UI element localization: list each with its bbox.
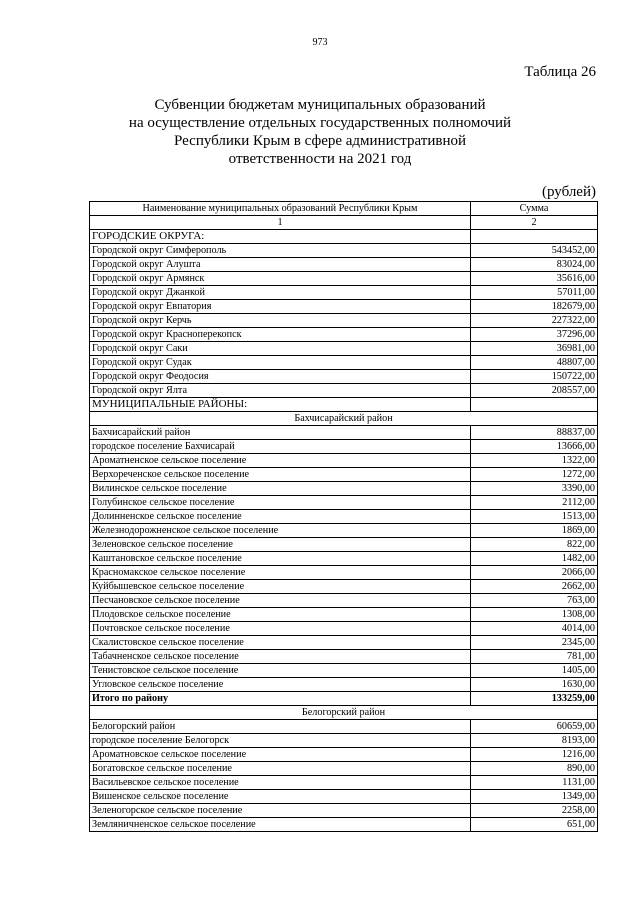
- municipality-name: Голубинское сельское поселение: [90, 496, 471, 510]
- municipality-name: Каштановское сельское поселение: [90, 552, 471, 566]
- header-sum: Сумма: [471, 202, 598, 216]
- district-heading-row: [90, 412, 598, 426]
- subvention-amount: 781,00: [471, 650, 598, 664]
- table-row: [90, 552, 598, 566]
- subvention-amount: 227322,00: [471, 314, 598, 328]
- subvention-amount: 1272,00: [471, 468, 598, 482]
- subvention-amount: 48807,00: [471, 356, 598, 370]
- subvention-amount: 543452,00: [471, 244, 598, 258]
- table-row: [90, 482, 598, 496]
- subvention-amount: 37296,00: [471, 328, 598, 342]
- district-heading: Белогорский район: [90, 706, 598, 720]
- municipality-name: Ароматненское сельское поселение: [90, 454, 471, 468]
- table-row: [90, 538, 598, 552]
- table-row: [90, 636, 598, 650]
- subvention-amount: 763,00: [471, 594, 598, 608]
- title-line: Субвенции бюджетам муниципальных образований: [154, 97, 486, 113]
- table-row: [90, 426, 598, 440]
- document-title: [60, 96, 580, 168]
- subvention-amount: 133259,00: [471, 692, 598, 706]
- table-header-row: [90, 202, 598, 216]
- subvention-amount: 1482,00: [471, 552, 598, 566]
- subvention-amount: 13666,00: [471, 440, 598, 454]
- municipality-name: городское поселение Бахчисарай: [90, 440, 471, 454]
- section-title: МУНИЦИПАЛЬНЫЕ РАЙОНЫ:: [90, 398, 471, 412]
- table-row: [90, 804, 598, 818]
- table-body: [90, 230, 598, 832]
- empty-cell: [471, 398, 598, 412]
- subvention-amount: 57011,00: [471, 286, 598, 300]
- table-row: [90, 286, 598, 300]
- municipality-name: Скалистовское сельское поселение: [90, 636, 471, 650]
- table-row: [90, 510, 598, 524]
- title-line: ответственности на 2021 год: [228, 151, 412, 167]
- municipality-name: Тенистовское сельское поселение: [90, 664, 471, 678]
- municipality-name: Городской округ Керчь: [90, 314, 471, 328]
- municipality-name: Зеленовское сельское поселение: [90, 538, 471, 552]
- municipality-name: Красномакское сельское поселение: [90, 566, 471, 580]
- subvention-amount: 208557,00: [471, 384, 598, 398]
- municipality-name: Угловское сельское поселение: [90, 678, 471, 692]
- subvention-amount: 88837,00: [471, 426, 598, 440]
- table-row: [90, 622, 598, 636]
- subvention-amount: 60659,00: [471, 720, 598, 734]
- table-row: [90, 580, 598, 594]
- title-line: Республики Крым в сфере административной: [173, 133, 467, 149]
- table-row: [90, 818, 598, 832]
- municipality-name: Белогорский район: [90, 720, 471, 734]
- table-row: [90, 244, 598, 258]
- table-row: [90, 300, 598, 314]
- municipality-name: Городской округ Симферополь: [90, 244, 471, 258]
- section-row: [90, 230, 598, 244]
- subvention-amount: 83024,00: [471, 258, 598, 272]
- page-number: 973: [312, 37, 328, 48]
- subvention-amount: 36981,00: [471, 342, 598, 356]
- municipality-name: городское поселение Белогорск: [90, 734, 471, 748]
- subvention-amount: 1630,00: [471, 678, 598, 692]
- table-label: Таблица 26: [524, 64, 596, 80]
- table-row: [90, 748, 598, 762]
- column-number-1: 1: [90, 216, 471, 230]
- subvention-amount: 2066,00: [471, 566, 598, 580]
- municipality-name: Городской округ Ялта: [90, 384, 471, 398]
- subvention-amount: 1131,00: [471, 776, 598, 790]
- municipality-name: Табачненское сельское поселение: [90, 650, 471, 664]
- municipality-name: Городской округ Саки: [90, 342, 471, 356]
- subvention-amount: 651,00: [471, 818, 598, 832]
- table-row: [90, 762, 598, 776]
- subvention-amount: 8193,00: [471, 734, 598, 748]
- section-row: [90, 398, 598, 412]
- table-row: [90, 608, 598, 622]
- subvention-amount: 1349,00: [471, 790, 598, 804]
- table-row: [90, 328, 598, 342]
- municipality-name: Куйбышевское сельское поселение: [90, 580, 471, 594]
- table-row: [90, 496, 598, 510]
- column-number-2: 2: [471, 216, 598, 230]
- municipality-name: Городской округ Армянск: [90, 272, 471, 286]
- municipality-name: Плодовское сельское поселение: [90, 608, 471, 622]
- table-row: [90, 454, 598, 468]
- subvention-amount: 3390,00: [471, 482, 598, 496]
- subvention-amount: 2662,00: [471, 580, 598, 594]
- table-column-numbers: [90, 216, 598, 230]
- table-row: [90, 384, 598, 398]
- title-line: на осуществление отдельных государственных полномочий: [128, 115, 512, 131]
- municipality-name: Богатовское сельское поселение: [90, 762, 471, 776]
- table-row: [90, 356, 598, 370]
- total-row: [90, 692, 598, 706]
- municipality-name: Городской округ Джанкой: [90, 286, 471, 300]
- district-heading: Бахчисарайский район: [90, 412, 598, 426]
- municipality-name: Земляничненское сельское поселение: [90, 818, 471, 832]
- table-row: [90, 734, 598, 748]
- municipality-name: Зеленогорское сельское поселение: [90, 804, 471, 818]
- municipality-name: Песчановское сельское поселение: [90, 594, 471, 608]
- municipality-name: Городской округ Евпатория: [90, 300, 471, 314]
- table-row: [90, 314, 598, 328]
- subvention-amount: 2112,00: [471, 496, 598, 510]
- table-row: [90, 594, 598, 608]
- subvention-table: [89, 201, 598, 832]
- municipality-name: Вишенское сельское поселение: [90, 790, 471, 804]
- subvention-amount: 2258,00: [471, 804, 598, 818]
- table-row: [90, 258, 598, 272]
- table-row: [90, 678, 598, 692]
- table-row: [90, 272, 598, 286]
- subvention-amount: 1322,00: [471, 454, 598, 468]
- empty-cell: [471, 230, 598, 244]
- municipality-name: Почтовское сельское поселение: [90, 622, 471, 636]
- subvention-amount: 1216,00: [471, 748, 598, 762]
- municipality-name: Вилинское сельское поселение: [90, 482, 471, 496]
- subvention-amount: 35616,00: [471, 272, 598, 286]
- municipality-name: Городской округ Красноперекопск: [90, 328, 471, 342]
- subvention-amount: 1308,00: [471, 608, 598, 622]
- subvention-amount: 822,00: [471, 538, 598, 552]
- table-row: [90, 468, 598, 482]
- municipality-name: Ароматновское сельское поселение: [90, 748, 471, 762]
- municipality-name: Бахчисарайский район: [90, 426, 471, 440]
- subvention-amount: 2345,00: [471, 636, 598, 650]
- units-label: (рублей): [541, 184, 596, 200]
- table-row: [90, 720, 598, 734]
- subvention-amount: 1405,00: [471, 664, 598, 678]
- subvention-amount: 150722,00: [471, 370, 598, 384]
- table-row: [90, 370, 598, 384]
- subvention-amount: 1869,00: [471, 524, 598, 538]
- municipality-name: Верхореченское сельское поселение: [90, 468, 471, 482]
- municipality-name: Городской округ Феодосия: [90, 370, 471, 384]
- table-row: [90, 342, 598, 356]
- table-row: [90, 566, 598, 580]
- municipality-name: Железнодорожненское сельское поселение: [90, 524, 471, 538]
- subvention-amount: 182679,00: [471, 300, 598, 314]
- municipality-name: Городской округ Алушта: [90, 258, 471, 272]
- municipality-name: Васильевское сельское поселение: [90, 776, 471, 790]
- municipality-name: Долинненское сельское поселение: [90, 510, 471, 524]
- table-row: [90, 440, 598, 454]
- subvention-amount: 4014,00: [471, 622, 598, 636]
- table-row: [90, 524, 598, 538]
- table-row: [90, 664, 598, 678]
- header-name: Наименование муниципальных образований Республики Крым: [90, 202, 471, 216]
- table-row: [90, 790, 598, 804]
- municipality-name: Городской округ Судак: [90, 356, 471, 370]
- municipality-name: Итого по району: [90, 692, 471, 706]
- table-row: [90, 650, 598, 664]
- subvention-amount: 1513,00: [471, 510, 598, 524]
- district-heading-row: [90, 706, 598, 720]
- section-title: ГОРОДСКИЕ ОКРУГА:: [90, 230, 471, 244]
- table-row: [90, 776, 598, 790]
- subvention-amount: 890,00: [471, 762, 598, 776]
